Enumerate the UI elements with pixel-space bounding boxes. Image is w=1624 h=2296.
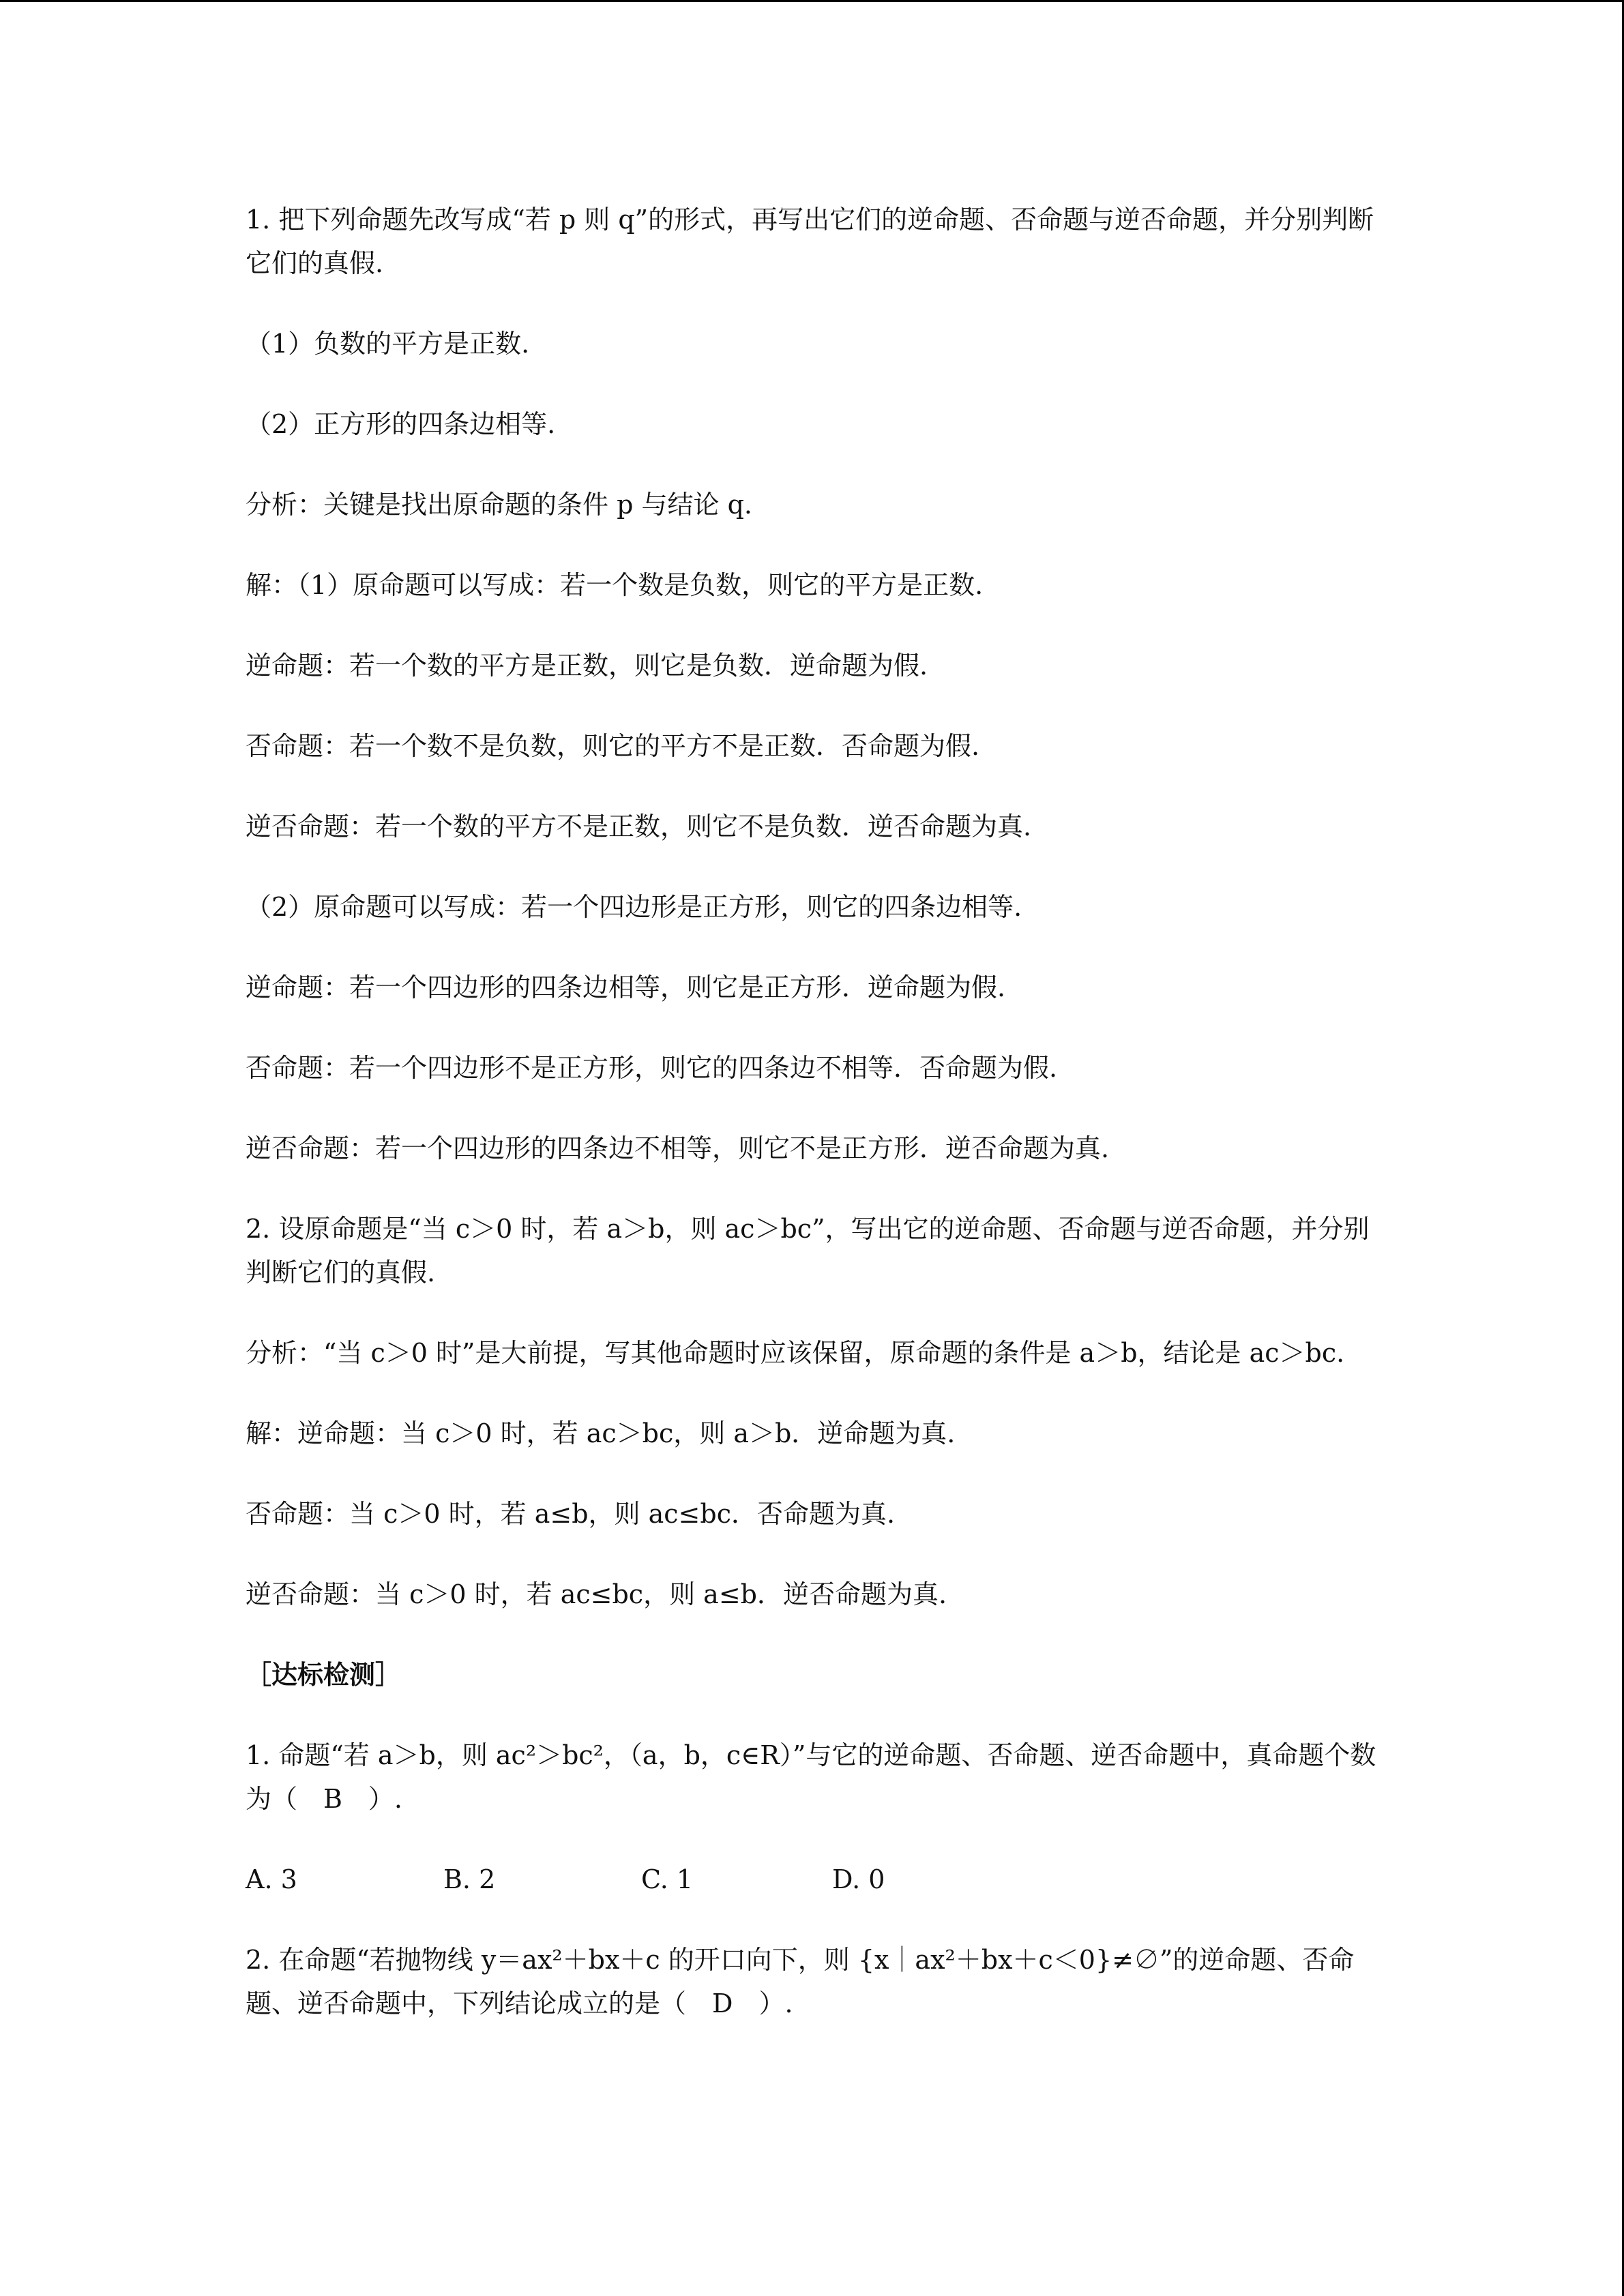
problem-1-contrapositive-1: 逆否命题：若一个数的平方不是正数，则它不是负数．逆否命题为真. [246, 811, 1032, 841]
problem-1-item-2: （2）正方形的四条边相等. [246, 409, 556, 439]
problem-2-analysis: 分析：“当 c＞0 时”是大前提，写其他命题时应该保留，原命题的条件是 a＞b，结论是 ac＞bc. [246, 1338, 1345, 1368]
problem-2-contrapositive: 逆否命题：当 c＞0 时，若 ac≤bc，则 a≤b．逆否命题为真. [246, 1579, 947, 1609]
problem-1-solution-1: 解：（1）原命题可以写成：若一个数是负数，则它的平方是正数. [246, 570, 984, 600]
problem-1-contrapositive-2: 逆否命题：若一个四边形的四条边不相等，则它不是正方形．逆否命题为真. [246, 1133, 1110, 1163]
option-d: D. 0 [832, 1864, 885, 1894]
quiz-question-2: 2. 在命题“若抛物线 y＝ax²＋bx＋c 的开口向下，则 {x｜ax²＋bx＋c＜0}≠∅”的逆命题、否命题、逆否命题中，下列结论成立的是（ D ）. [246, 1945, 1355, 2018]
problem-1-analysis: 分析：关键是找出原命题的条件 p 与结论 q. [246, 490, 752, 520]
problem-1-inverse-2: 否命题：若一个四边形不是正方形，则它的四条边不相等．否命题为假. [246, 1053, 1058, 1083]
problem-2-inverse: 否命题：当 c＞0 时，若 a≤b，则 ac≤bc．否命题为真. [246, 1499, 896, 1529]
page-top-border [0, 0, 1624, 2]
quiz-question-1: 1. 命题“若 a＞b，则 ac²＞bc²，（a，b，c∈R）”与它的逆命题、否命题、逆否命题中，真命题个数为（ B ）. [246, 1740, 1376, 1814]
problem-2-converse: 解：逆命题：当 c＞0 时，若 ac＞bc，则 a＞b．逆命题为真. [246, 1418, 956, 1448]
problem-1-converse-1: 逆命题：若一个数的平方是正数，则它是负数．逆命题为假. [246, 651, 928, 681]
section-heading: ［达标检测］ [246, 1659, 402, 1690]
option-a: A. 3 [246, 1864, 297, 1894]
problem-2-statement: 2. 设原命题是“当 c＞0 时，若 a＞b，则 ac＞bc”，写出它的逆命题、否命题与逆否命题，并分别判断它们的真假. [246, 1214, 1370, 1287]
problem-1-inverse-1: 否命题：若一个数不是负数，则它的平方不是正数．否命题为假. [246, 731, 980, 761]
option-b: B. 2 [443, 1864, 496, 1894]
document-page [246, 198, 1378, 2062]
option-c: C. 1 [641, 1864, 694, 1894]
problem-1-converse-2: 逆命题：若一个四边形的四条边相等，则它是正方形．逆命题为假. [246, 972, 1006, 1002]
problem-1-statement: 1. 把下列命题先改写成“若 p 则 q”的形式，再写出它们的逆命题、否命题与逆否命题，并分别判断它们的真假. [246, 205, 1374, 278]
problem-1-item-1: （1）负数的平方是正数. [246, 329, 530, 359]
problem-1-solution-2: （2）原命题可以写成：若一个四边形是正方形，则它的四条边相等. [246, 892, 1022, 922]
quiz-question-1-options [246, 1858, 1378, 1901]
